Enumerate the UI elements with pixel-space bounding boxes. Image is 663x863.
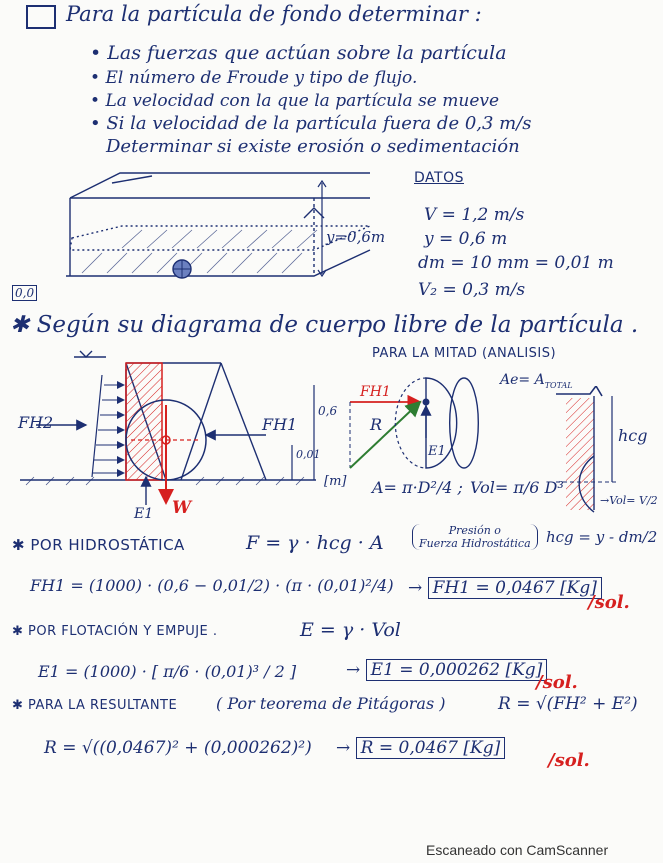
datos-item: V = 1,2 m/s [424,205,525,225]
problem-title: Para la partícula de fondo determinar : [66,2,482,26]
datos-title: DATOS [414,170,464,186]
hydrostatic-heading: ✱ POR HIDROSTÁTICA [12,536,185,554]
hydrostatic-result: FH1 = 0,0467 [Kg] [428,577,602,599]
area-label: Ae= A [500,372,545,388]
flotation-calculation: E1 = (1000) · [ π/6 · (0,01)³ / 2 ] [38,662,297,681]
dimension-small: 0,01 [296,448,321,461]
scanner-watermark: Escaneado con CamScanner [426,842,609,858]
bullet-continuation: Determinar si existe erosión o sedimentación [106,136,520,157]
resultant-heading: ✱ PARA LA RESULTANTE [12,698,178,713]
sol-mark: /sol. [588,592,630,613]
hydrostatic-result-row: → FH1 = 0,0467 [Kg] [408,578,602,598]
datos-item: y = 0,6 m [424,229,508,249]
bullet-text: La velocidad con la que la partícula se mueve [105,91,500,111]
half-volume-label: →Vol= V/2 [600,494,658,507]
sol-mark: /sol. [536,672,578,693]
hydrostatic-formula: F = γ · hcg · A [246,532,384,554]
depth-label: y=0,6m [326,228,386,246]
flotation-result-row: → E1 = 0,000262 [Kg] [346,660,547,680]
origin-label: 0,0 [12,285,37,301]
hydrostatic-note [412,524,538,550]
flotation-formula: E = γ · Vol [300,619,401,641]
resultant-formula: R = √(FH² + E²) [498,694,638,714]
volume-formula: Vol= π/6 D³ [470,478,564,497]
flotation-heading: ✱ POR FLOTACIÓN Y EMPUJE . [12,624,218,639]
bullet-text: El número de Froude y tipo de flujo. [105,68,418,88]
note-line: Presión o [448,524,501,537]
bullet-text: Las fuerzas que actúan sobre la partícula [107,42,507,64]
checkbox-icon [26,5,56,29]
bullet-item: • La velocidad con la que la partícula se mueve [90,91,500,111]
hydrostatic-calculation: FH1 = (1000) · (0,6 − 0,01/2) · (π · (0,01)²/4) [30,576,394,595]
bullet-item: • Si la velocidad de la partícula fuera de 0,3 m/s [90,113,532,134]
datos-item: V₂ = 0,3 m/s [418,280,526,300]
triangle-fh1-label: FH1 [360,384,391,400]
fbd-heading: ✱ Según su diagrama de cuerpo libre de la partícula . [10,312,639,338]
triangle-e1-label: E1 [428,444,446,459]
datos-item: dm = 10 mm = 0,01 m [418,253,614,273]
note-line: Fuerza Hidrostática [419,537,531,550]
hatched-region [126,363,162,480]
area-sub: TOTAL [544,380,573,390]
flotation-result: E1 = 0,000262 [Kg] [366,659,548,681]
resultant-note: ( Por teorema de Pitágoras ) [216,694,446,713]
weight-label: W [172,498,192,518]
dimension-top: 0,6 [318,404,338,418]
fbd-subheading: PARA LA MITAD (ANALISIS) [372,346,557,361]
force-fh2-label: FH2 [18,413,54,432]
resultant-result-row: → R = 0,0467 [Kg] [336,738,505,758]
bullet-item: • Las fuerzas que actúan sobre la partícula [90,42,507,64]
unit-label: [m] [324,474,347,489]
force-fh1-label: FH1 [262,415,298,434]
hcg-label: hcg [618,426,648,445]
area-formula: A= π·D²/4 ; [372,478,463,497]
bullet-item: • El número de Froude y tipo de flujo. [90,68,418,88]
hcg-formula: hcg = y - dm/2 [546,528,658,546]
resultant-result: R = 0,0467 [Kg] [356,737,506,759]
sol-mark: /sol. [548,750,590,771]
resultant-calculation: R = √((0,0467)² + (0,000262)²) [44,738,312,758]
buoyancy-label: E1 [134,506,154,522]
resultant-label: R [370,415,383,434]
bullet-text: Si la velocidad de la partícula fuera de 0,3 m/s [106,113,532,134]
